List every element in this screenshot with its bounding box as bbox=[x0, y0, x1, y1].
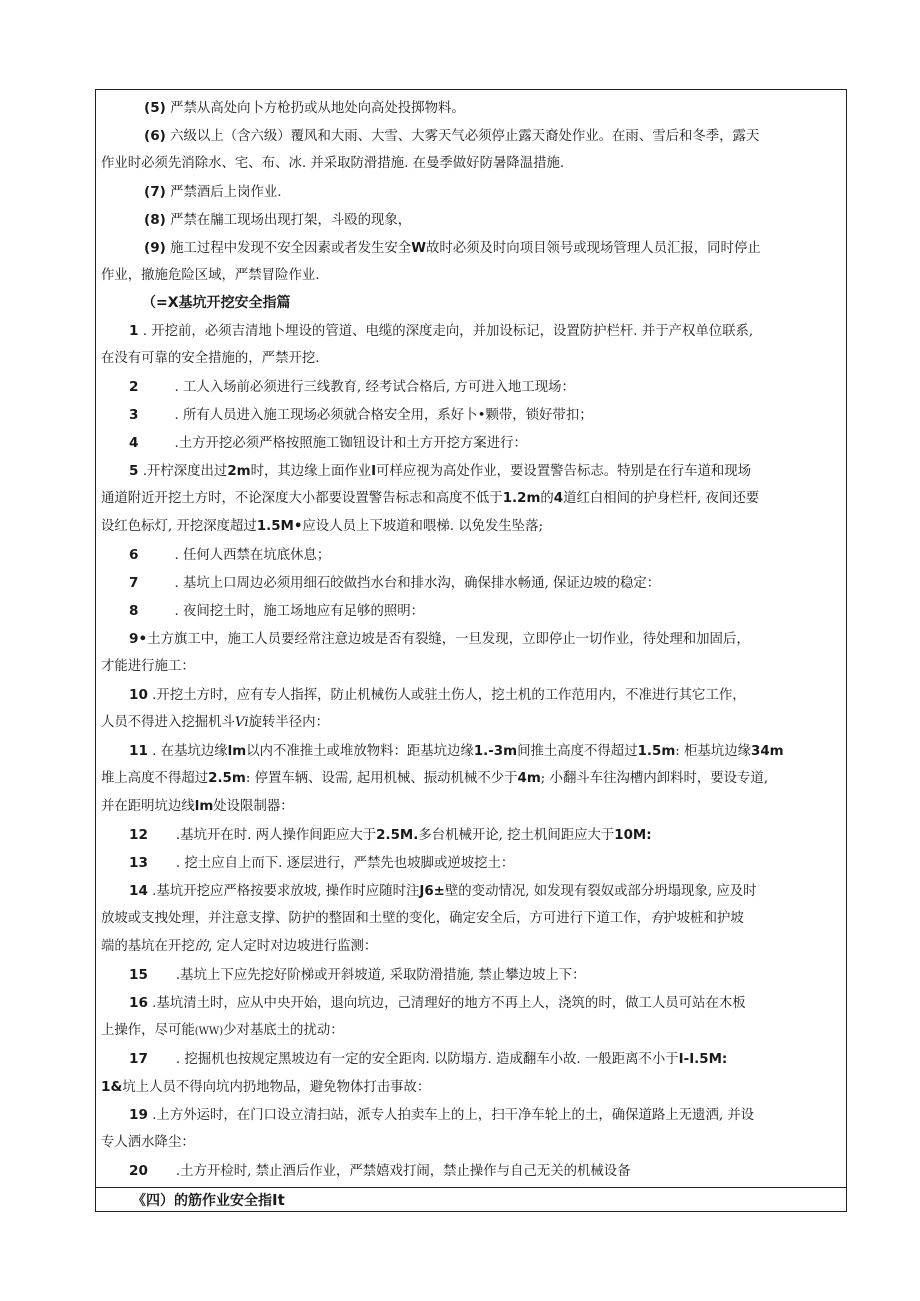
item-7 bbox=[96, 572, 848, 595]
rule-6-continued bbox=[96, 153, 848, 175]
item-19-continued bbox=[96, 1132, 848, 1154]
section-title-text: 《四）的筋作业安全指 bbox=[132, 1193, 272, 1209]
item-number: 16 bbox=[129, 995, 148, 1011]
item-text: . 任何人西禁在坑底休息； bbox=[174, 548, 331, 563]
rule-number: (8) bbox=[144, 212, 166, 228]
item-text: 上操作，尽可能 bbox=[101, 1023, 195, 1038]
rule-number: (9) bbox=[144, 240, 166, 256]
item-text: 处设限制器： bbox=[213, 799, 294, 814]
item-value: I-I.5M: bbox=[678, 1052, 728, 1067]
item-number: 12 bbox=[129, 827, 148, 843]
item-14-continued bbox=[96, 936, 848, 958]
item-text: 有 bbox=[650, 911, 664, 926]
item-6 bbox=[96, 544, 848, 567]
item-text: , 定人定时对边坡进行监测： bbox=[208, 939, 378, 954]
document-frame bbox=[95, 89, 847, 1212]
item-15 bbox=[96, 964, 848, 987]
item-text: Vi bbox=[234, 715, 249, 730]
item-text: .基坑上下应先挖好阶梯或开斜坡道, 采取防滑措施, 禁止攀边坡上下： bbox=[175, 968, 586, 983]
item-number: 20 bbox=[129, 1163, 148, 1179]
item-text: 旋转半径内： bbox=[248, 715, 329, 730]
item-11-continued bbox=[96, 768, 848, 790]
rule-9-continued bbox=[96, 265, 848, 287]
item-text: (WW) bbox=[194, 1026, 224, 1037]
item-number: 10 bbox=[129, 687, 148, 703]
rule-text: W bbox=[411, 241, 426, 256]
item-value: 10M: bbox=[614, 828, 652, 843]
item-13 bbox=[96, 852, 848, 875]
item-value: 2.5M. bbox=[376, 828, 419, 843]
rule-9 bbox=[96, 237, 848, 260]
row-divider bbox=[96, 1187, 846, 1188]
item-17 bbox=[96, 1048, 848, 1071]
rule-8 bbox=[96, 209, 848, 232]
item-value: J6± bbox=[419, 884, 445, 899]
item-text: . 在基坑边缘 bbox=[147, 744, 228, 759]
item-text: 土方旗工中，施工人员要经常注意边坡是否有裂缝，一旦发现，立即停止一切作业，待处理和加固后， bbox=[147, 632, 750, 647]
item-text: 并在距明坑边线 bbox=[101, 799, 195, 814]
item-text: .上方外运时，在门口设立清扫站，派专人拍卖车上的上，扫干净车轮上的土，确保道路上无遗洒, 并设 bbox=[147, 1108, 755, 1123]
item-number: 9• bbox=[129, 631, 148, 647]
item-5-continued bbox=[96, 516, 848, 538]
item-value: lm bbox=[227, 744, 247, 759]
item-text: 才能进行施工： bbox=[101, 659, 195, 674]
item-number: 15 bbox=[129, 967, 148, 983]
item-text: 放坡或支拽处理，并注意支撑、防护的整固和土壁的变化，确定安全后，方可进行下道工作， bbox=[101, 911, 651, 926]
item-12 bbox=[96, 824, 848, 847]
item-text: : 停置车辆、设需, 起用机械、振动机械不少于 bbox=[245, 771, 518, 786]
item-text: . 夜间挖土时，施工场地应有足够的照明： bbox=[174, 604, 425, 619]
item-number: 8 bbox=[129, 603, 139, 619]
item-19 bbox=[96, 1104, 848, 1127]
rule-text: 严禁从高处向卜方枪扔或从地处向高处投掷物料。 bbox=[165, 101, 465, 116]
item-text: 人员不得进入挖掘机斗 bbox=[101, 715, 235, 730]
item-9 bbox=[96, 628, 848, 651]
item-14 bbox=[96, 880, 848, 903]
item-text: 道红白相间的护身栏杆, 夜间还要 bbox=[563, 491, 760, 506]
item-number: 11 bbox=[129, 743, 148, 759]
rule-text: 严禁酒后上岗作业. bbox=[165, 185, 282, 200]
rule-number: (5) bbox=[144, 100, 166, 116]
item-text: 专人洒水降尘： bbox=[101, 1135, 195, 1150]
rule-number: (6) bbox=[144, 128, 166, 144]
section-title-text: It bbox=[272, 1191, 285, 1209]
item-18 bbox=[96, 1076, 848, 1099]
item-number: 1 bbox=[129, 323, 139, 339]
item-number: 5 bbox=[129, 463, 139, 479]
item-16 bbox=[96, 992, 848, 1015]
item-number: 13 bbox=[129, 855, 148, 871]
item-value: 1.2m bbox=[502, 491, 541, 506]
item-value: 4m bbox=[517, 771, 541, 786]
item-5 bbox=[96, 460, 848, 483]
item-11 bbox=[96, 740, 848, 763]
item-8 bbox=[96, 600, 848, 623]
item-16-continued bbox=[96, 1020, 848, 1043]
rule-number: (7) bbox=[144, 184, 166, 200]
rule-text: 施工过程中发现不安全因素或者发生安全 bbox=[165, 241, 412, 256]
item-text: 少对基底土的扰动： bbox=[223, 1023, 344, 1038]
item-text: 多台机械开论, 挖土机间距应大于 bbox=[418, 828, 615, 843]
item-text: 通道附近开挖土方时，不论深度大小都要设置警告标志和高度不低于 bbox=[101, 491, 503, 506]
item-text: . 所有人员进入施工现场必须就合格安全用，系好卜•颗带，锁好带扣； bbox=[174, 408, 593, 423]
item-text: .土方开挖必须严格按照施工铷钮设计和土方开挖方案进行： bbox=[174, 436, 527, 451]
item-1-continued bbox=[96, 348, 848, 370]
item-10 bbox=[96, 684, 848, 707]
item-number: 14 bbox=[129, 883, 148, 899]
item-text: 的 bbox=[194, 939, 209, 954]
item-number: 6 bbox=[129, 547, 139, 563]
item-number: 7 bbox=[129, 575, 139, 591]
item-text: : 柜基坑边缘 bbox=[675, 744, 752, 759]
item-text: .土方开检时, 禁止酒后作业，严禁嬉戏打闹，禁止操作与自己无关的机械设备 bbox=[175, 1164, 631, 1179]
item-text: 可样应视为高处作业，要设置警告标志。特别是在行车道和现场 bbox=[376, 464, 752, 479]
item-14-continued bbox=[96, 908, 848, 930]
item-value: lm bbox=[194, 799, 214, 814]
item-10-continued bbox=[96, 712, 848, 734]
item-9-continued bbox=[96, 656, 848, 678]
item-text: 壁的变动情况, 如发现有裂奴或部分坍塌现象, 应及时 bbox=[444, 884, 757, 899]
item-text: . 基坑上口周边必须用细石皎做挡水台和排水沟，确保排水畅通, 保证边坡的稳定： bbox=[174, 576, 661, 591]
item-text: 以内不准推土或堆放物料：距基坑边缘 bbox=[246, 744, 474, 759]
rule-text: 作业，撤施危险区域，严禁冒险作业. bbox=[101, 268, 320, 283]
item-value: 1.-3m bbox=[473, 744, 518, 759]
item-1 bbox=[96, 320, 848, 343]
item-value: 1.5M• bbox=[256, 519, 303, 534]
item-number: 2 bbox=[129, 379, 139, 395]
rule-text: 严禁在牖工现场出现打架，斗殴的现象， bbox=[165, 213, 412, 228]
item-value: 2m bbox=[227, 464, 251, 479]
item-text: 坑上人员不得向坑内扔地物品，避免物体打击事故： bbox=[122, 1080, 431, 1095]
item-text: 时，其边缘上面作业 bbox=[250, 464, 372, 479]
item-value: 34m bbox=[751, 744, 784, 759]
rule-text: 故时必须及时向项目领号或现场管理人员汇报，同时停止 bbox=[425, 241, 761, 256]
item-text: . 挖土应自上而下. 逐层进行，严禁先也坡脚或逆坡挖土： bbox=[175, 856, 515, 871]
item-5-continued bbox=[96, 488, 848, 510]
section-title-4 bbox=[96, 1189, 848, 1212]
item-text: . 工人入场前必须进行三线教育, 经考试合格后, 方可进入地工现场： bbox=[174, 380, 575, 395]
item-text: 护坡桩和护坡 bbox=[663, 911, 744, 926]
item-text: ; 小翻斗车往沟槽内卸料时，要设专道, bbox=[540, 771, 769, 786]
item-text: 的 bbox=[540, 491, 554, 506]
item-text: .基坑开在时. 两人操作间距应大于 bbox=[175, 828, 377, 843]
item-text: 堆上高度不得超过 bbox=[101, 771, 209, 786]
item-2 bbox=[96, 376, 848, 399]
item-text: .开挖土方时，应有专人指挥，防止机械伤人或驻土伤人，挖土机的工作范用内，不准进行其它工作， bbox=[147, 688, 746, 703]
item-number: 4 bbox=[129, 435, 139, 451]
item-text: .基坑清土时，应从中央开始，退向坑边，己清理好的地方不再上人，浇筑的时，做工人员可站在木板 bbox=[147, 996, 746, 1011]
item-number: 3 bbox=[129, 407, 139, 423]
rule-5 bbox=[96, 97, 848, 120]
item-4 bbox=[96, 432, 848, 455]
rule-text: 六级以上（含六级）覆风和大雨、大雪、大雾天气必须停止露天裔处作业。在雨、雪后和冬季，露天 bbox=[165, 129, 760, 144]
item-value: 4 bbox=[553, 491, 564, 506]
rule-text: 作业时必须先消除水、宅、布、冰. 并采取防滑措施. 在曼季做好防暑降温措施. bbox=[101, 156, 565, 171]
item-text: I bbox=[371, 464, 377, 479]
item-number: 17 bbox=[129, 1051, 148, 1067]
item-text: 设红色标灯, 开挖深度超过 bbox=[101, 519, 257, 534]
rule-7 bbox=[96, 181, 848, 204]
item-text: 在没有可靠的安全措施的，严禁开挖. bbox=[101, 351, 320, 366]
item-number: 19 bbox=[129, 1107, 148, 1123]
item-text: . 挖掘机也按规定黑坡边有一定的安全距肉. 以防塌方. 造成翻车小故. 一般距离不小于 bbox=[175, 1052, 679, 1067]
item-value: 2.5m bbox=[208, 771, 246, 786]
item-text: . 开挖前，必须吉清地卜埋设的管道、电缆的深度走向，并加设标记，设置防护栏杆. 并于产权单位联系, bbox=[138, 324, 754, 339]
item-value: 1.5m bbox=[637, 744, 676, 759]
item-text: .开柠深度出过 bbox=[138, 464, 228, 479]
item-3 bbox=[96, 404, 848, 427]
section-title-3: （=X基坑开挖安全指篇 bbox=[142, 295, 291, 311]
rule-6 bbox=[96, 125, 848, 148]
item-text: 端的基坑在开挖 bbox=[101, 939, 195, 954]
item-number: 1& bbox=[101, 1079, 123, 1095]
item-text: 间推土高度不得超过 bbox=[517, 744, 638, 759]
item-20 bbox=[96, 1160, 848, 1183]
item-text: 应设人员上下坡道和喂梯. 以免发生坠落; bbox=[302, 519, 544, 534]
item-11-continued bbox=[96, 796, 848, 818]
item-text: .基坑开挖应严格按要求放坡, 操作时应随时注 bbox=[147, 884, 420, 899]
